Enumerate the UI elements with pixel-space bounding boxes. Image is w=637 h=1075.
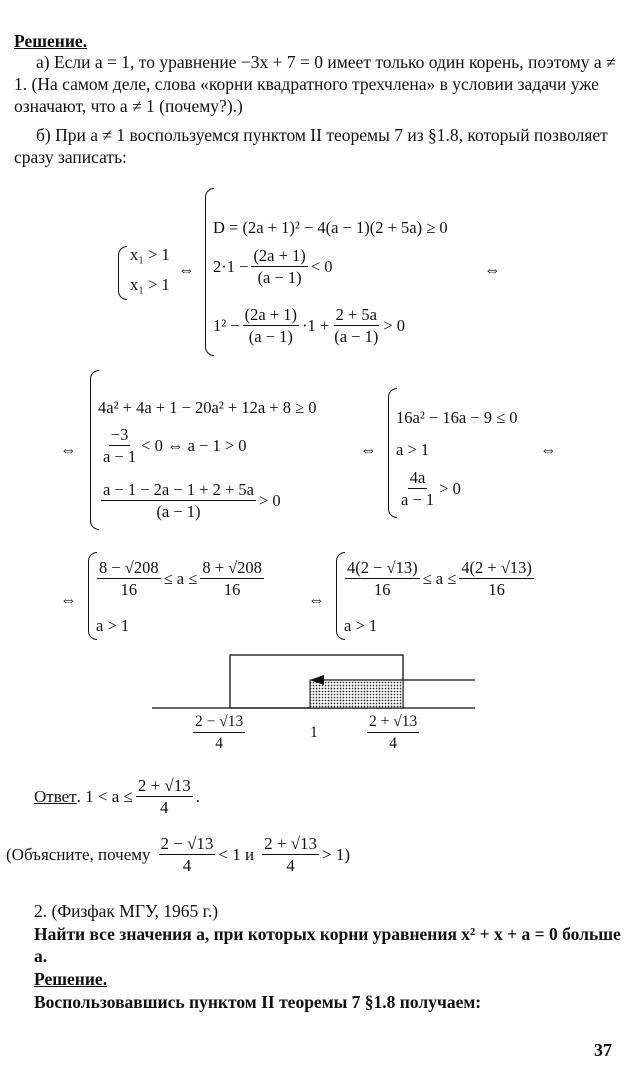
answer: Ответ . 1 < a ≤ $\frac{2 + √13}{4}$ .: [34, 776, 200, 817]
fraction: [101, 425, 138, 466]
fraction: [332, 305, 380, 346]
answer-label: Ответ: [34, 786, 77, 806]
fraction: [262, 834, 319, 875]
sys1-left1: x₁ > 1: [130, 245, 170, 264]
explain-line: [6, 834, 350, 875]
sys1-line1: D = (2a + 1)² − 4(a − 1)(2 + 5a) ≥ 0: [213, 218, 448, 237]
sys2-line3: [98, 480, 281, 521]
fraction: [97, 558, 161, 599]
numerator: 2 + √13: [264, 834, 318, 853]
sys2-r-line3: [396, 468, 461, 509]
fraction: [136, 776, 193, 817]
equiv-sign: ⇔: [60, 440, 77, 459]
problem2-text: Найти все значения a, при которых корни уравнения x² + x + a = 0 больше a.: [34, 924, 621, 966]
numerator: (2a + 1): [244, 305, 298, 324]
denominator: 16: [223, 580, 241, 599]
fraction: [345, 558, 420, 599]
sys3-right-line1: [342, 558, 537, 599]
denominator: a − 1: [103, 447, 137, 466]
denominator: (a − 1): [334, 327, 379, 346]
sys3-right-line2: a > 1: [344, 616, 378, 635]
denominator: (a − 1): [248, 327, 293, 346]
solution2-heading: Решение.: [34, 969, 108, 989]
fraction: [367, 712, 419, 753]
sys1-left2: x₁ > 1: [130, 275, 170, 294]
fraction: [101, 480, 256, 521]
denominator: 4: [160, 798, 169, 817]
numerator: 4a: [409, 468, 426, 487]
numerator: a − 1 − 2a − 1 + 2 + 5a: [103, 480, 254, 499]
numerator: 8 − √208: [99, 558, 159, 577]
sys1-line2: [213, 246, 333, 287]
fraction: [459, 558, 534, 599]
paragraph-b: б) При a ≠ 1 воспользуемся пунктом II теоремы 7 из §1.8, который позволяет сразу записать:: [14, 125, 608, 167]
numerator: 2 + √13: [137, 776, 191, 795]
sys2-line2: [98, 425, 247, 466]
denominator: 4: [389, 735, 397, 752]
page-number: 37: [594, 1040, 612, 1060]
sys2-r-line1: 16a² − 16a − 9 ≤ 0: [396, 408, 518, 427]
problem2-solution: Воспользовавшись пунктом II теоремы 7 §1.8 получаем:: [34, 992, 482, 1012]
numerator: (2a + 1): [253, 246, 306, 265]
sys1-line3-mid: ·1 +: [302, 315, 330, 335]
equiv-sign: ⇔: [60, 590, 77, 609]
denominator: 16: [374, 580, 391, 599]
paragraph-a: а) Если a = 1, то уравнение −3x + 7 = 0 имеет только один корень, поэтому a ≠ 1. (На самом деле, слова «корни квадратного трехчлена» в условии задачи уже означают, что a ≠ 1 (почему?).): [14, 52, 616, 116]
numerator: 4(2 + √13): [461, 558, 532, 577]
denominator: (a − 1): [156, 502, 201, 521]
numerator: 2 − √13: [193, 712, 245, 733]
numerator: 8 + √208: [202, 558, 262, 577]
sys1-line3-post: > 0: [383, 315, 406, 335]
denominator: a − 1: [401, 490, 435, 509]
axis-label-3: [364, 712, 422, 753]
sys1-line2-post: < 0: [310, 256, 333, 276]
explain-post: > 1): [322, 844, 351, 864]
sys3-left-mid: ≤ a ≤: [163, 568, 198, 588]
equiv-sign: ⇔: [308, 590, 325, 609]
denominator: 4: [286, 856, 295, 875]
explain-pre: (Объясните, почему: [6, 844, 151, 864]
fraction: [200, 558, 264, 599]
sys3-left-line1: [94, 558, 267, 599]
sys3-right-mid: ≤ a ≤: [422, 568, 457, 588]
brace-left-1: [118, 246, 127, 300]
sys2-line1: 4a² + 4a + 1 − 20a² + 12a + 8 ≥ 0: [98, 398, 317, 417]
explain-mid: < 1 и: [218, 844, 255, 864]
sys2-r-line3-post: > 0: [439, 478, 461, 498]
numerator: 2 − √13: [160, 834, 214, 853]
fraction: [159, 834, 216, 875]
sys2-r-line2: a > 1: [396, 440, 430, 459]
numerator: 2 + √13: [367, 712, 419, 733]
sys2-line3-post: > 0: [259, 490, 281, 510]
numerator: 4(2 − √13): [347, 558, 418, 577]
sys3-left-line2: a > 1: [96, 616, 130, 635]
sys1-line2-pre: 2·1 −: [213, 256, 249, 276]
equiv-sign: ⇔: [178, 260, 195, 279]
axis-label-1: [190, 712, 248, 753]
problem2-title: 2. (Физфак МГУ, 1965 г.): [34, 901, 219, 921]
fraction: [243, 305, 299, 346]
denominator: 16: [120, 580, 138, 599]
denominator: 16: [488, 580, 505, 599]
fraction: [399, 468, 436, 509]
numerator: 2 + 5a: [335, 305, 377, 324]
fraction: [193, 712, 245, 753]
equiv-sign: ⇔: [540, 440, 557, 459]
sys1-line3: [213, 305, 405, 346]
equiv-sign: ⇔: [484, 260, 501, 279]
sys1-line3-pre: 1² −: [213, 315, 240, 335]
number-line-diagram: [0, 645, 637, 720]
numerator: −3: [110, 425, 129, 444]
answer-pre: 1 < a ≤: [85, 786, 133, 806]
axis-label-2: 1: [310, 724, 318, 741]
equiv-sign: ⇔: [360, 440, 377, 459]
fraction: [251, 246, 307, 287]
solution-heading: Решение.: [14, 31, 88, 51]
denominator: (a − 1): [257, 268, 302, 287]
sys2-line2-post: < 0 ⇔ a − 1 > 0: [141, 435, 247, 455]
denominator: 4: [215, 735, 223, 752]
denominator: 4: [182, 856, 192, 875]
